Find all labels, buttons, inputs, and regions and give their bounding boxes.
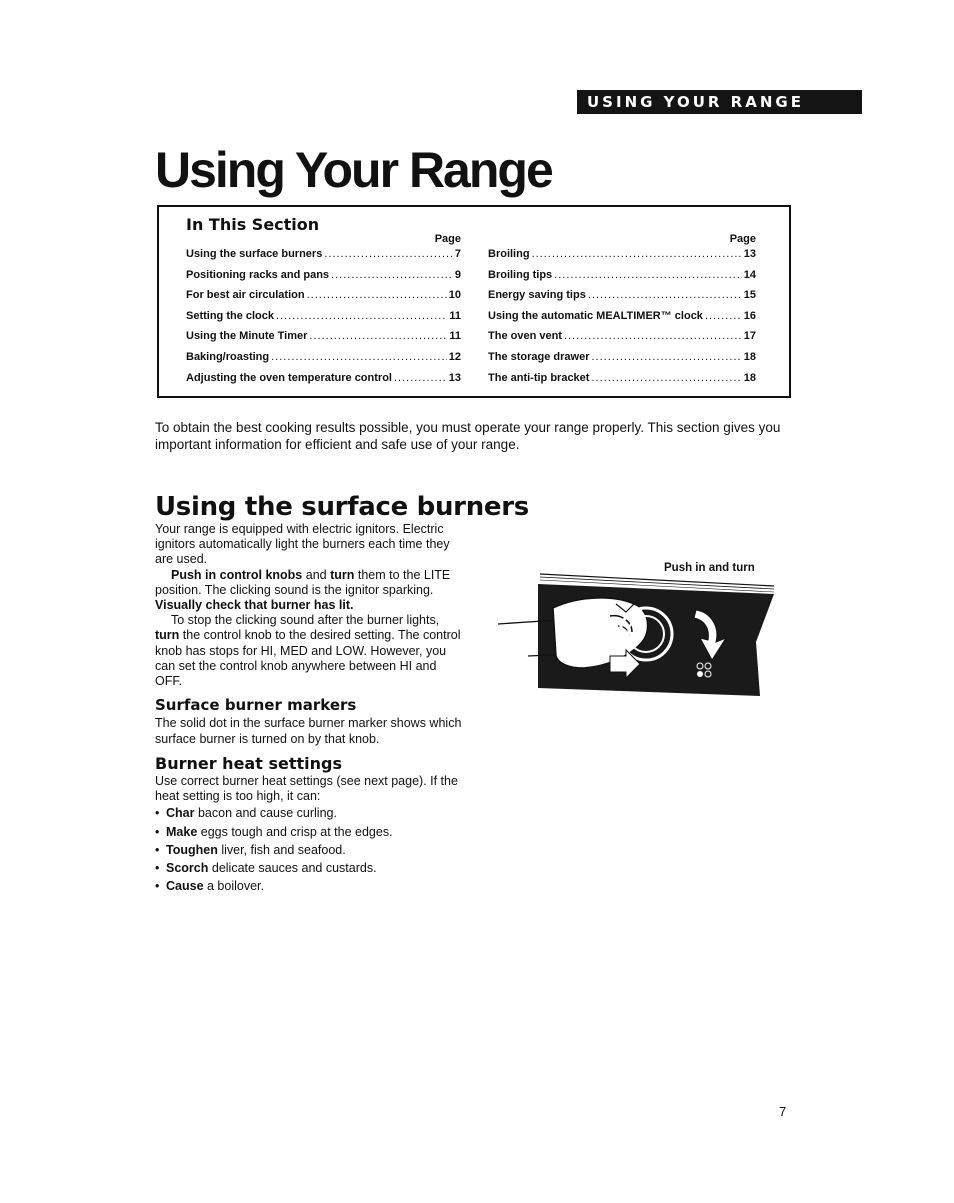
toc-entry-label: Using the surface burners — [186, 248, 323, 260]
list-item — [155, 843, 465, 858]
toc-entry — [186, 248, 461, 269]
control-knob-illustration — [498, 568, 780, 703]
body-column — [155, 522, 465, 897]
toc-leader-dots — [276, 310, 447, 322]
bold-text: Char — [166, 806, 195, 821]
toc-entry-page: 11 — [449, 309, 461, 322]
toc-entry-label: Broiling tips — [488, 268, 553, 281]
heat-settings-heading: Burner heat settings — [155, 753, 342, 773]
text: and — [302, 567, 331, 582]
toc-leader-dots — [591, 372, 741, 384]
toc-entry-label: Energy saving tips — [488, 289, 586, 302]
bullet-icon: • — [155, 842, 160, 857]
toc-leader-dots — [331, 269, 453, 281]
toc-leader-dots — [394, 372, 447, 384]
toc-entry-page: 13 — [448, 371, 461, 384]
toc-entry — [186, 351, 461, 372]
toc-leader-dots — [271, 351, 447, 363]
toc-leader-dots — [324, 248, 453, 260]
bold-text: Toughen — [166, 842, 218, 857]
page-number: 7 — [779, 1104, 787, 1119]
toc-leader-dots — [309, 330, 447, 342]
toc-entry-page: 18 — [743, 350, 756, 363]
toc-entry — [488, 351, 756, 372]
markers-heading: Surface burner markers — [155, 696, 357, 715]
text: delicate sauces and custards. — [208, 861, 377, 876]
toc-entry-label: The anti-tip bracket — [488, 371, 590, 384]
toc-entry-page: 12 — [448, 350, 461, 363]
bold-text: Visually check that burner has lit. — [155, 598, 354, 613]
toc-entry-label: Using the Minute Timer — [186, 330, 308, 343]
toc-entry-label: Adjusting the oven temperature control — [186, 371, 392, 384]
bullet-icon: • — [155, 861, 160, 876]
toc-entry-page: 7 — [454, 248, 461, 260]
toc-entry — [186, 372, 461, 393]
toc-leader-dots — [705, 310, 742, 322]
toc-leader-dots — [532, 248, 742, 260]
toc-entry-page: 14 — [743, 268, 756, 281]
toc-column-left — [186, 231, 461, 392]
toc-leader-dots — [588, 289, 742, 301]
toc-entry-page: 11 — [449, 330, 461, 343]
toc-entry-page: 10 — [448, 289, 461, 302]
toc-entry — [488, 248, 756, 269]
text: eggs tough and crisp at the edges. — [197, 824, 393, 839]
panel-edge-line — [540, 574, 774, 586]
bullet-icon: • — [155, 879, 160, 894]
toc-entry — [186, 269, 461, 290]
toc-entry-label: For best air circulation — [186, 289, 305, 302]
toc-entry-label: The storage drawer — [488, 350, 590, 363]
toc-heading: In This Section — [186, 215, 320, 234]
toc-page-label: Page — [434, 233, 461, 245]
text: liver, fish and seafood. — [217, 842, 346, 857]
toc-entry — [186, 330, 461, 351]
bullet-icon: • — [155, 824, 160, 839]
markers-text: The solid dot in the surface burner marker shows which surface burner is turned on by that knob. — [155, 716, 462, 746]
text: the control knob to the desired setting. The control knob has stops for HI, MED and LOW. However, you can set the control knob anywhere between HI and OFF. — [155, 628, 461, 689]
section-tab: USING YOUR RANGE — [577, 90, 862, 114]
list-item — [155, 861, 465, 876]
toc-entry — [488, 269, 756, 290]
bold-text: turn — [330, 567, 355, 582]
list-item — [155, 879, 465, 894]
toc-entry — [488, 289, 756, 310]
bold-text: turn — [155, 628, 180, 643]
toc-entry-label: The oven vent — [488, 330, 562, 343]
bullet-icon: • — [155, 806, 160, 821]
intro-paragraph: To obtain the best cooking results possible, you must operate your range properly. This section gives you important information for efficient and safe use of your range. — [155, 420, 781, 452]
toc-column-right — [488, 231, 756, 392]
toc-entry-label: Broiling — [488, 248, 530, 260]
toc-entry-page: 9 — [454, 268, 461, 281]
toc-entry-page: 17 — [743, 330, 756, 343]
toc-entry-label: Baking/roasting — [186, 350, 270, 363]
toc-leader-dots — [591, 351, 741, 363]
toc-entry — [488, 330, 756, 351]
toc-entry-label: Using the automatic MEALTIMER™ clock — [488, 309, 703, 322]
toc-entry — [186, 310, 461, 331]
toc-entry-page: 13 — [743, 248, 756, 260]
toc-entry-page: 15 — [743, 289, 756, 302]
paragraph-ignitors: Your range is equipped with electric ignitors. Electric ignitors automatically light the burners each time they are used. — [155, 522, 450, 567]
toc-entry-label: Positioning racks and pans — [186, 268, 330, 281]
text: a boilover. — [203, 879, 264, 894]
bold-text: Scorch — [166, 861, 209, 876]
bold-text: Make — [166, 824, 198, 839]
toc-leader-dots — [554, 269, 742, 281]
bold-text: Push in control knobs — [171, 567, 303, 582]
heat-settings-text: Use correct burner heat settings (see next page). If the heat setting is too high, it can: — [155, 774, 458, 804]
list-item — [155, 825, 465, 840]
toc-entry-label: Setting the clock — [186, 309, 275, 322]
bold-text: Cause — [166, 879, 204, 894]
text: bacon and cause curling. — [194, 806, 337, 821]
toc-entry-page: 18 — [743, 371, 756, 384]
toc-leader-dots — [307, 289, 447, 301]
toc-entry — [488, 310, 756, 331]
list-item — [155, 806, 465, 821]
toc-leader-dots — [564, 330, 742, 342]
page-title: Using Your Range — [155, 142, 552, 198]
paragraph-stop-clicking — [155, 613, 465, 689]
section-title: Using the surface burners — [155, 492, 529, 522]
toc-entry-page: 16 — [743, 309, 756, 322]
toc-entry — [488, 372, 756, 393]
toc-box — [157, 205, 791, 398]
text: To stop the clicking sound after the burner lights, — [171, 613, 440, 628]
toc-entry — [186, 289, 461, 310]
paragraph-push-knobs — [155, 568, 465, 614]
text: them to the LITE position. The clicking sound is the ignitor sparking. — [155, 567, 451, 597]
toc-page-label: Page — [729, 233, 756, 245]
figure-caption: Push in and turn — [664, 562, 755, 574]
heat-bullet-list — [155, 806, 465, 894]
